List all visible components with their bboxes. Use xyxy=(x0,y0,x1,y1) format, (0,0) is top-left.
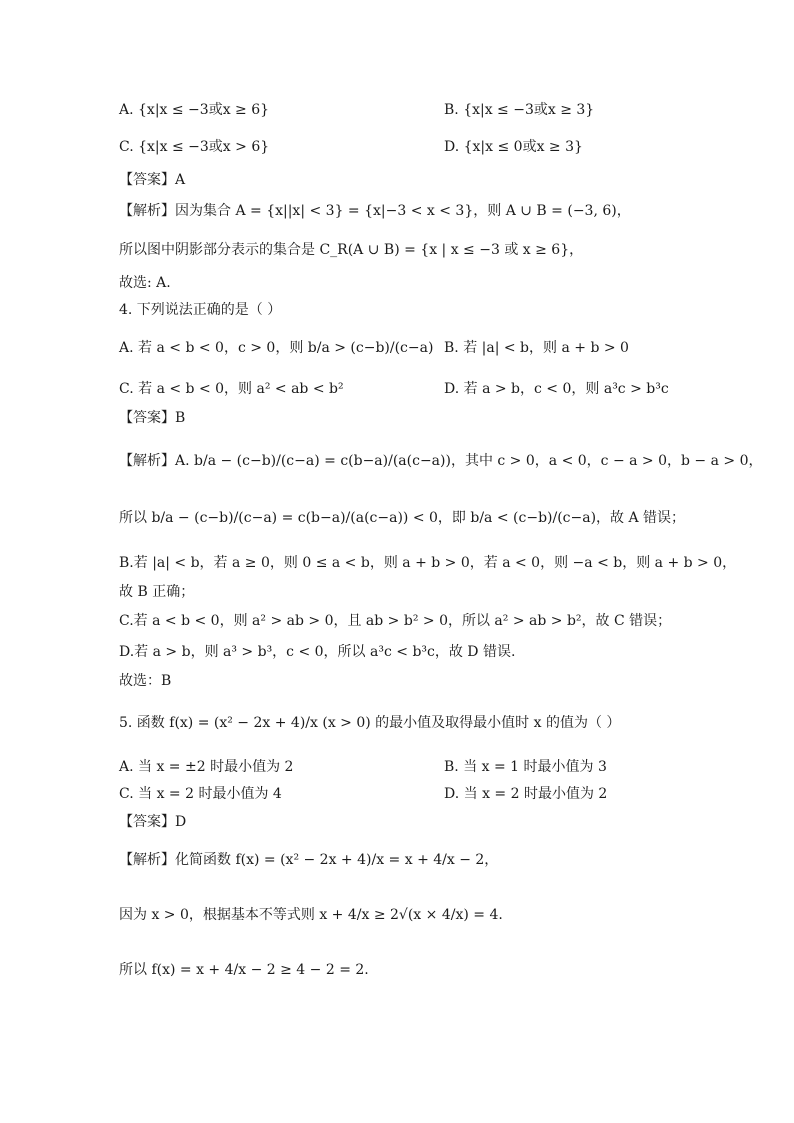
q5-analysis-line-1: 【解析】化简函数 f(x) = (x² − 2x + 4)/x = x + 4/x − 2， xyxy=(119,852,499,868)
q4-analysis-line-4: 故 B 正确； xyxy=(119,584,195,600)
q5-stem: 5. 函数 f(x) = (x² − 2x + 4)/x (x > 0) 的最小值及取得最小值时 x 的值为（ ） xyxy=(119,715,621,731)
q4-option-b: B. 若 |a| < b，则 a + b > 0 xyxy=(444,340,629,356)
q5-answer: 【答案】D xyxy=(119,814,187,830)
q4-choice: 故选：B xyxy=(119,673,172,689)
q5-option-b: B. 当 x = 1 时最小值为 3 xyxy=(444,759,607,775)
q3-option-c: C. {x|x ≤ −3或x > 6} xyxy=(119,139,270,155)
q5-option-a: A. 当 x = ±2 时最小值为 2 xyxy=(119,759,294,775)
q5-option-c: C. 当 x = 2 时最小值为 4 xyxy=(119,786,282,802)
q3-analysis-line-1: 【解析】因为集合 A = {x||x| < 3} = {x|−3 < x < 3}，则 A ∪ B = (−3, 6)， xyxy=(119,203,631,219)
q3-answer: 【答案】A xyxy=(119,172,186,188)
q4-analysis-line-6: D.若 a > b，则 a³ > b³，c < 0，所以 a³c < b³c，故 D 错误. xyxy=(119,644,516,660)
q3-option-b: B. {x|x ≤ −3或x ≥ 3} xyxy=(444,102,595,118)
q4-option-d: D. 若 a > b，c < 0，则 a³c > b³c xyxy=(444,381,669,397)
q4-stem: 4. 下列说法正确的是（ ） xyxy=(119,302,282,318)
q4-analysis-line-2: 所以 b/a − (c−b)/(c−a) = c(b−a)/(a(c−a)) < 0，即 b/a < (c−b)/(c−a)，故 A 错误； xyxy=(119,510,686,526)
q4-analysis-line-1: 【解析】A. b/a − (c−b)/(c−a) = c(b−a)/(a(c−a))，其中 c > 0，a < 0，c − a > 0，b − a > 0， xyxy=(119,453,763,469)
q4-option-a: A. 若 a < b < 0，c > 0，则 b/a > (c−b)/(c−a) xyxy=(119,340,434,356)
q5-analysis-line-3: 所以 f(x) = x + 4/x − 2 ≥ 4 − 2 = 2. xyxy=(119,962,369,978)
q4-answer: 【答案】B xyxy=(119,410,186,426)
q3-choice: 故选: A. xyxy=(119,275,171,291)
q5-option-d: D. 当 x = 2 时最小值为 2 xyxy=(444,786,608,802)
q4-analysis-line-3: B.若 |a| < b，若 a ≥ 0，则 0 ≤ a < b，则 a + b > 0，若 a < 0，则 −a < b，则 a + b > 0， xyxy=(119,555,737,571)
q4-analysis-line-5: C.若 a < b < 0，则 a² > ab > 0，且 ab > b² > 0，所以 a² > ab > b²，故 C 错误； xyxy=(119,613,672,629)
q3-option-d: D. {x|x ≤ 0或x ≥ 3} xyxy=(444,139,583,155)
q3-option-a: A. {x|x ≤ −3或x ≥ 6} xyxy=(119,102,270,118)
q4-option-c: C. 若 a < b < 0，则 a² < ab < b² xyxy=(119,381,344,397)
q3-analysis-line-2: 所以图中阴影部分表示的集合是 C_R(A ∪ B) = {x | x ≤ −3 或 x ≥ 6}， xyxy=(119,242,584,258)
q5-analysis-line-2: 因为 x > 0，根据基本不等式则 x + 4/x ≥ 2√(x × 4/x) = 4. xyxy=(119,907,503,923)
